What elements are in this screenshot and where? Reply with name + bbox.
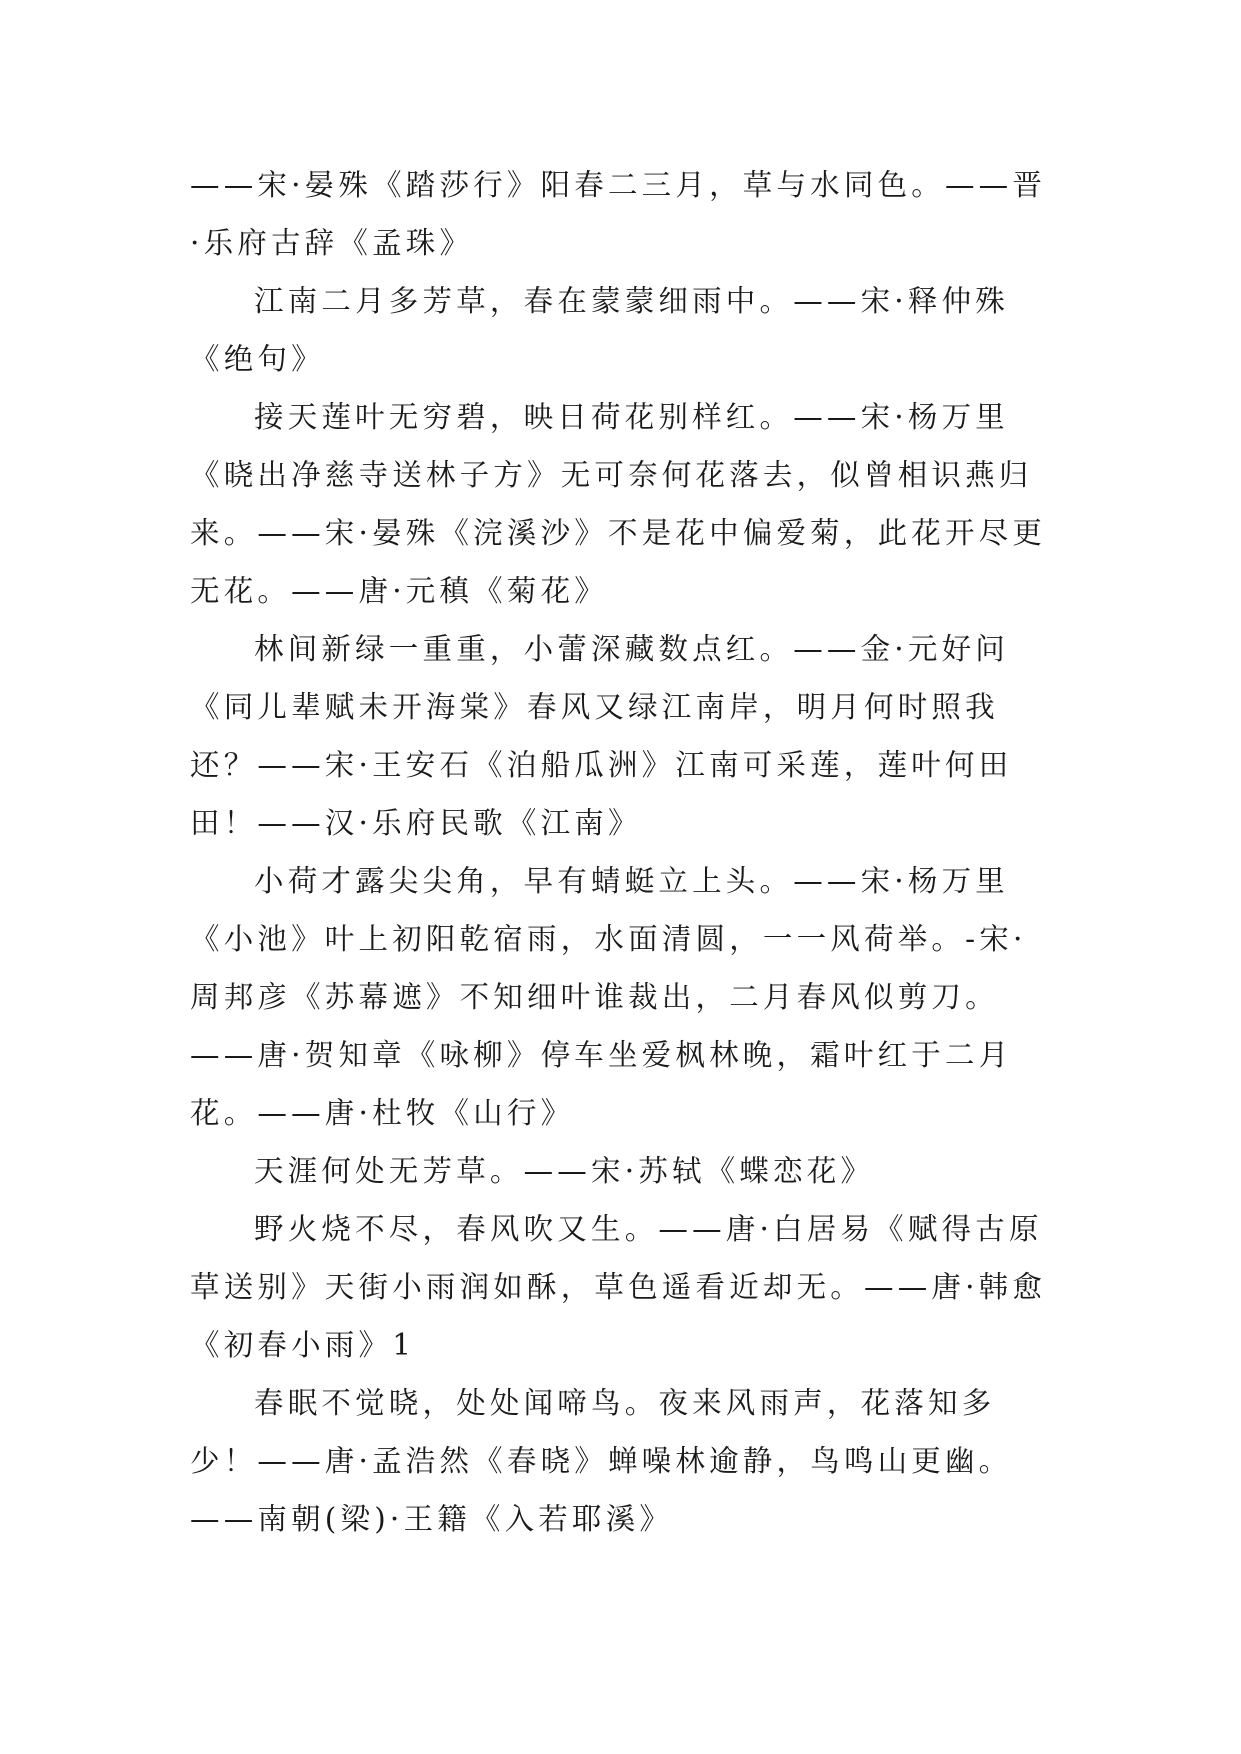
paragraph-7: 野火烧不尽，春风吹又生。——唐·白居易《赋得古原草送别》天街小雨润如酥，草色遥看近却无。——唐·韩愈《初春小雨》1 xyxy=(190,1212,1047,1362)
document-body xyxy=(190,156,1055,1548)
paragraph-8: 春眠不觉晓，处处闻啼鸟。夜来风雨声，花落知多少！——唐·孟浩然《春晓》蝉噪林逾静，鸟鸣山更幽。——南朝(梁)·王籍《入若耶溪》 xyxy=(190,1386,1013,1536)
paragraph-1: ——宋·晏殊《踏莎行》阳春二三月，草与水同色。——晋·乐府古辞《孟珠》 xyxy=(190,168,1047,260)
paragraph-5: 小荷才露尖尖角，早有蜻蜓立上头。——宋·杨万里《小池》叶上初阳乾宿雨，水面清圆，一一风荷举。-宋·周邦彦《苏幕遮》不知细叶谁裁出，二月春风似剪刀。——唐·贺知章《咏柳》停车坐爱枫林晚，霜叶红于二月花。——唐·杜牧《山行》 xyxy=(190,864,1027,1130)
paragraph-6: 天涯何处无芳草。——宋·苏轼《蝶恋花》 xyxy=(254,1154,875,1188)
paragraph-4: 林间新绿一重重，小蕾深藏数点红。——金·元好问《同儿辈赋未开海棠》春风又绿江南岸，明月何时照我还？——宋·王安石《泊船瓜洲》江南可采莲，莲叶何田田！——汉·乐府民歌《江南》 xyxy=(190,632,1013,840)
paragraph-2: 江南二月多芳草，春在蒙蒙细雨中。——宋·释仲殊《绝句》 xyxy=(190,284,1009,376)
paragraph-3: 接天莲叶无穷碧，映日荷花别样红。——宋·杨万里《晓出净慈寺送林子方》无可奈何花落去，似曾相识燕归来。——宋·晏殊《浣溪沙》不是花中偏爱菊，此花开尽更无花。——唐·元稹《菊花》 xyxy=(190,400,1047,608)
